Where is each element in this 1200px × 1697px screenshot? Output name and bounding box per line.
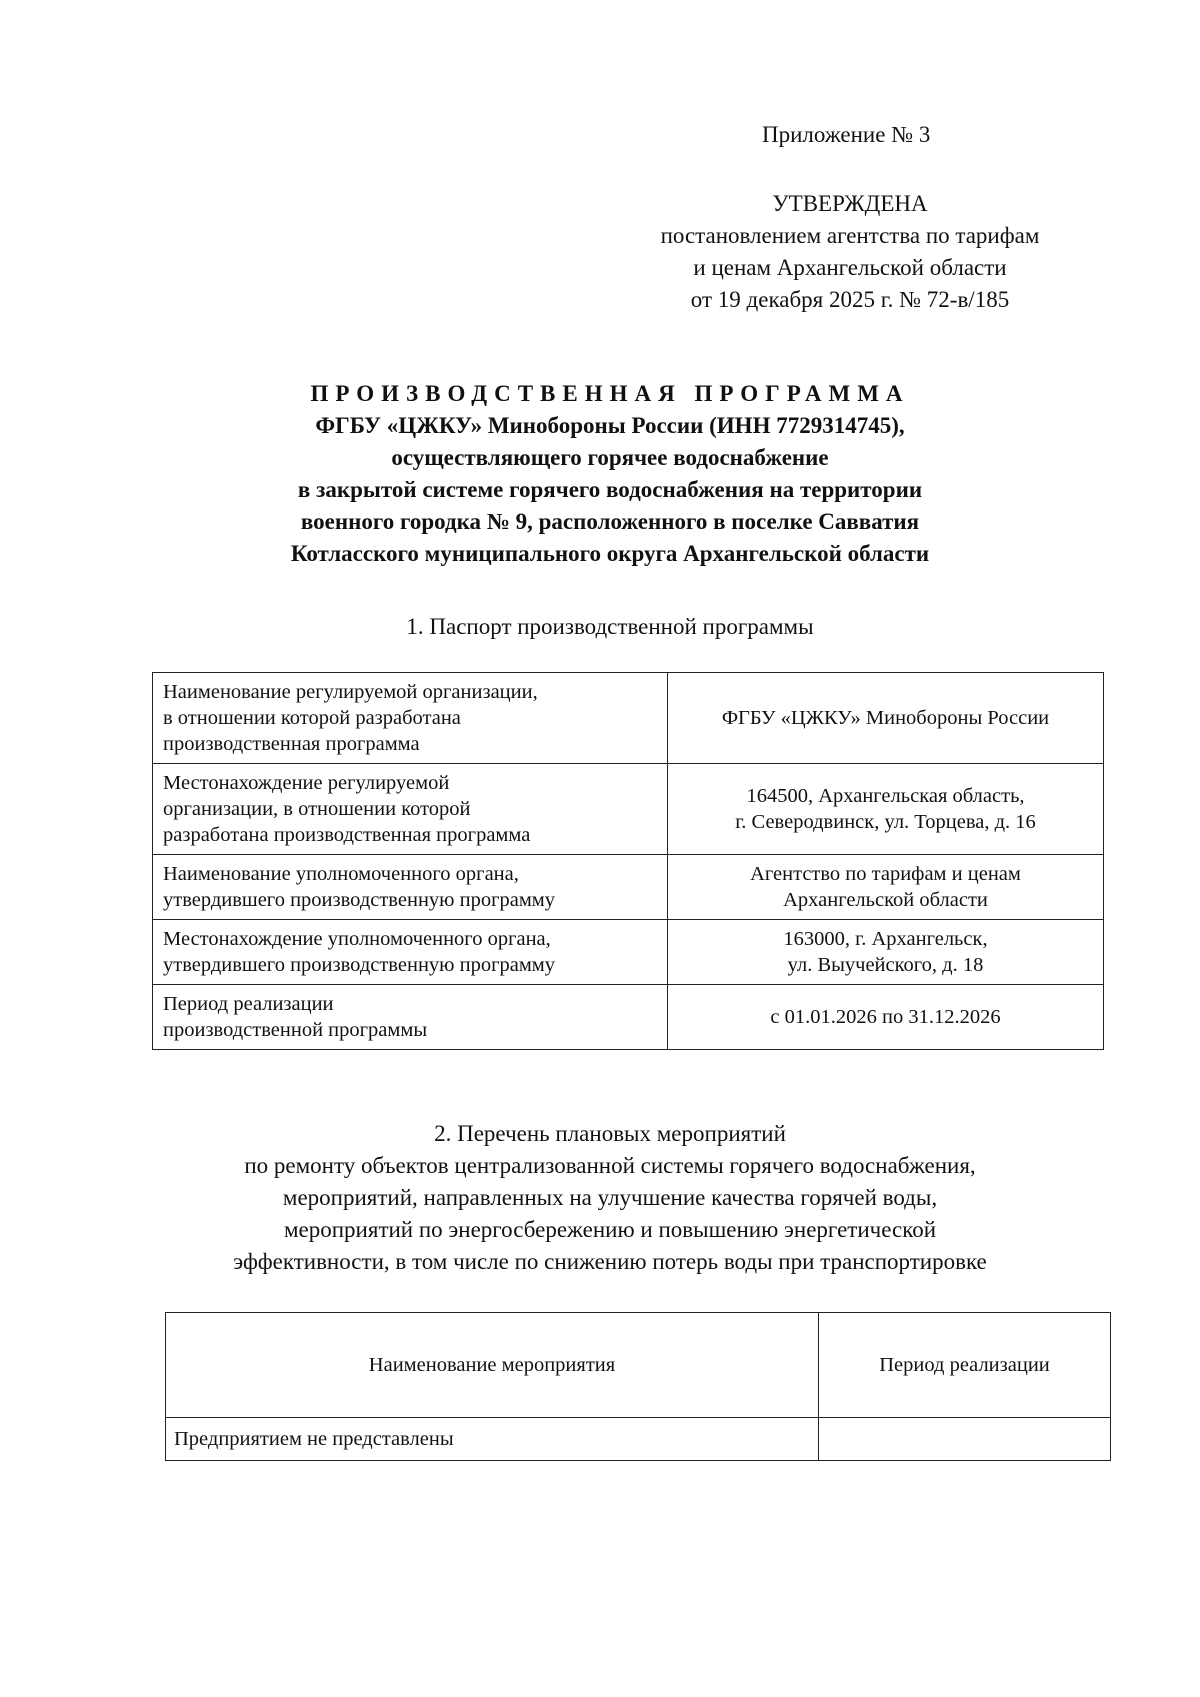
passport-value-cell [668, 855, 1104, 920]
table-row [153, 920, 1104, 985]
passport-value-line: 164500, Архангельская область, [746, 785, 1025, 807]
passport-value-line: Агентство по тарифам и ценам [750, 863, 1021, 885]
passport-label-line: производственная программа [163, 733, 420, 755]
column-header-period: Период реализации [819, 1313, 1111, 1418]
passport-label-line: утвердившего производственную программу [163, 954, 556, 976]
title-line-2: ФГБУ «ЦЖКУ» Минобороны России (ИНН 7729314745), [315, 413, 905, 438]
passport-label-line: Наименование регулируемой организации, [163, 681, 538, 703]
passport-value-line: ФГБУ «ЦЖКУ» Минобороны России [721, 707, 1050, 729]
passport-label-line: утвердившего производственную программу [163, 889, 556, 911]
column-header-event-name: Наименование мероприятия [166, 1313, 819, 1418]
passport-value-line: с 01.01.2026 по 31.12.2026 [770, 1006, 1001, 1028]
passport-value-cell [668, 764, 1104, 855]
title-line-3: осуществляющего горячее водоснабжение [391, 445, 829, 470]
section-2-heading-line-2: по ремонту объектов централизованной системы горячего водоснабжения, [244, 1153, 976, 1178]
passport-label-line: разработана производственная программа [163, 824, 531, 846]
approved-line-1: постановлением агентства по тарифам [660, 223, 1040, 248]
table-row [166, 1418, 1111, 1461]
title-line-4: в закрытой системе горячего водоснабжения на территории [297, 477, 923, 502]
passport-value-line: ул. Выучейского, д. 18 [787, 954, 984, 976]
table-row [153, 985, 1104, 1050]
approval-block [560, 188, 1140, 316]
approved-line-3: от 19 декабря 2025 г. № 72-в/185 [690, 287, 1010, 312]
appendix-number: Приложение № 3 [762, 122, 931, 147]
passport-label-cell [153, 673, 668, 764]
document-title [120, 378, 1100, 570]
passport-label-line: организации, в отношении которой [163, 798, 471, 820]
section-2-heading-line-4: мероприятий по энергосбережению и повышению энергетической [283, 1217, 937, 1242]
passport-label-line: Местонахождение уполномоченного органа, [163, 928, 551, 950]
passport-label-line: Период реализации [163, 993, 334, 1015]
passport-value-cell [668, 985, 1104, 1050]
section-2-heading-line-3: мероприятий, направленных на улучшение качества горячей воды, [282, 1185, 938, 1210]
passport-label-cell [153, 855, 668, 920]
section-2-heading-line-1: 2. Перечень плановых мероприятий [434, 1121, 786, 1146]
passport-value-line: Архангельской области [783, 889, 988, 911]
approved-line-2: и ценам Архангельской области [693, 255, 1007, 280]
passport-value-line: г. Северодвинск, ул. Торцева, д. 16 [735, 811, 1036, 833]
title-line-1: ПРОИЗВОДСТВЕННАЯ ПРОГРАММА [310, 381, 910, 406]
section-1-heading: 1. Паспорт производственной программы [406, 614, 814, 639]
passport-table [152, 672, 1104, 1050]
passport-label-cell [153, 985, 668, 1050]
table-row [153, 764, 1104, 855]
passport-label-line: производственной программы [163, 1019, 428, 1041]
table-row [153, 855, 1104, 920]
passport-label-cell [153, 764, 668, 855]
passport-label-cell [153, 920, 668, 985]
title-line-6: Котласского муниципального округа Архангельской области [290, 541, 930, 566]
event-period-cell [819, 1418, 1111, 1461]
passport-label-line: Наименование уполномоченного органа, [163, 863, 519, 885]
passport-label-line: в отношении которой разработана [163, 707, 461, 729]
table-row [153, 673, 1104, 764]
passport-value-cell [668, 673, 1104, 764]
section-2-heading [120, 1118, 1100, 1278]
section-2-heading-line-5: эффективности, в том числе по снижению потерь воды при транспортировке [233, 1249, 987, 1274]
approved-stamp-text: УТВЕРЖДЕНА [772, 191, 928, 216]
passport-label-line: Местонахождение регулируемой [163, 772, 450, 794]
event-name-cell: Предприятием не представлены [166, 1418, 819, 1461]
passport-value-line: 163000, г. Архангельск, [783, 928, 988, 950]
passport-value-cell [668, 920, 1104, 985]
title-line-5: военного городка № 9, расположенного в поселке Савватия [300, 509, 920, 534]
events-header-row [166, 1313, 1111, 1418]
events-table [165, 1312, 1111, 1461]
